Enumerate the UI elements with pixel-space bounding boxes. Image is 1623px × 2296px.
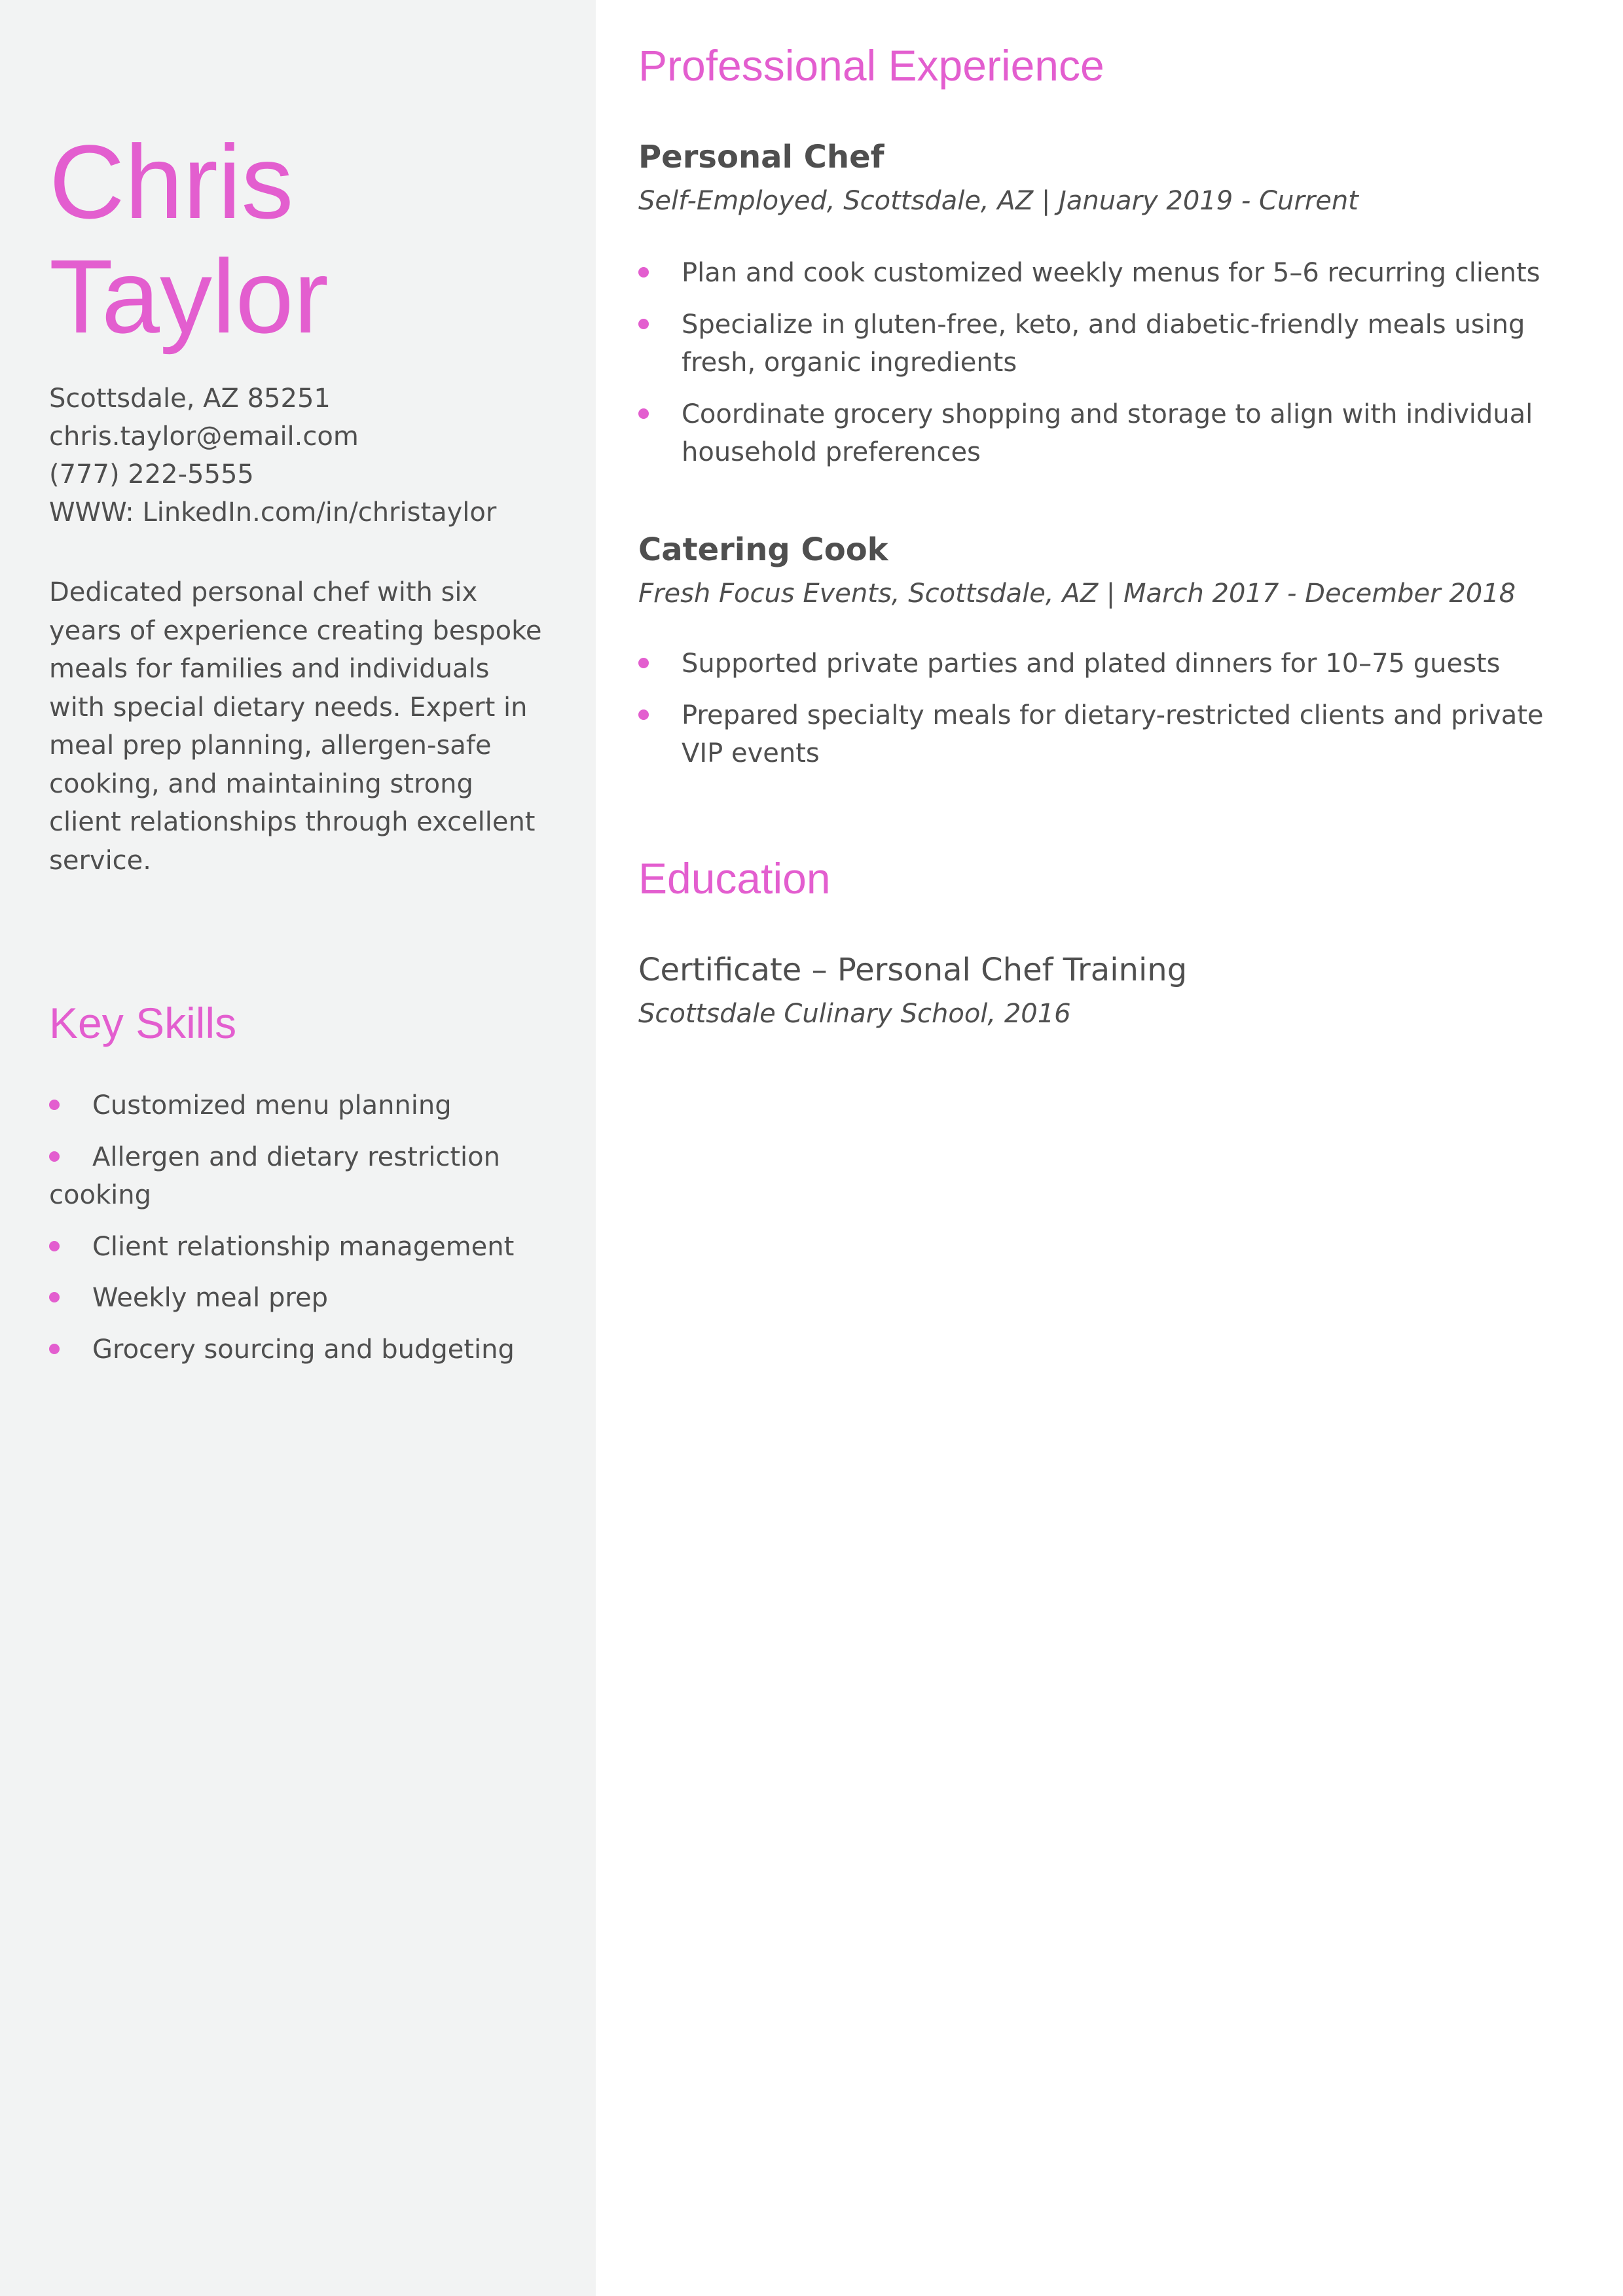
contact-website: WWW: LinkedIn.com/in/christaylor bbox=[49, 497, 497, 528]
job-bullet: Specialize in gluten-free, keto, and diabetic-friendly meals using fresh, organic ingredients bbox=[638, 306, 1581, 382]
bullet-dot-icon bbox=[638, 709, 649, 720]
skills-heading: Key Skills bbox=[49, 999, 237, 1047]
bullet-dot-icon bbox=[49, 1241, 60, 1251]
last-name: Taylor bbox=[49, 238, 329, 355]
bullet-dot-icon bbox=[638, 658, 649, 668]
bullet-dot-icon bbox=[49, 1151, 60, 1162]
experience-heading: Professional Experience bbox=[638, 41, 1104, 90]
bullet-dot-icon bbox=[638, 319, 649, 329]
bullet-dot-icon bbox=[49, 1100, 60, 1110]
bullet-dot-icon bbox=[49, 1344, 60, 1354]
skill-item: Allergen and dietary restriction cooking bbox=[49, 1141, 500, 1210]
education-heading: Education bbox=[638, 854, 831, 903]
skill-item: Weekly meal prep bbox=[49, 1279, 566, 1318]
job-bullet: Plan and cook customized weekly menus for 5–6 recurring clients bbox=[638, 254, 1581, 293]
bullet-dot-icon bbox=[638, 408, 649, 419]
bullet-dot-icon bbox=[638, 267, 649, 278]
contact-phone: (777) 222-5555 bbox=[49, 459, 254, 490]
contact-info bbox=[49, 380, 496, 531]
job-bullet: Coordinate grocery shopping and storage to align with individual household preferences bbox=[638, 395, 1581, 472]
candidate-name bbox=[49, 124, 329, 353]
skill-item: Grocery sourcing and budgeting bbox=[49, 1331, 566, 1369]
job-title: Personal Chef bbox=[638, 139, 884, 175]
job-bullets bbox=[638, 254, 1581, 485]
bullet-dot-icon bbox=[49, 1292, 60, 1302]
contact-email: chris.taylor@email.com bbox=[49, 422, 359, 452]
job-bullet: Prepared specialty meals for dietary-restricted clients and private VIP events bbox=[638, 696, 1581, 773]
skills-list bbox=[49, 1086, 566, 1382]
job-bullet: Supported private parties and plated dinners for 10–75 guests bbox=[638, 645, 1581, 683]
education-meta: Scottsdale Culinary School, 2016 bbox=[638, 999, 1071, 1029]
contact-location: Scottsdale, AZ 85251 bbox=[49, 384, 331, 414]
education-title: Certificate – Personal Chef Training bbox=[638, 952, 1188, 988]
skill-item: Customized menu planning bbox=[49, 1086, 566, 1125]
job-meta: Self-Employed, Scottsdale, AZ | January 2019 - Current bbox=[638, 186, 1359, 216]
skill-item: Client relationship management bbox=[49, 1228, 566, 1266]
profile-summary: Dedicated personal chef with six years of experience creating bespoke meals for families and individuals with special dietary needs. Expert in meal prep planning, allergen-safe cooking, and maintaining strong client relationships through excellent service. bbox=[49, 577, 542, 876]
job-title: Catering Cook bbox=[638, 531, 888, 568]
first-name: Chris bbox=[49, 123, 294, 240]
job-meta: Fresh Focus Events, Scottsdale, AZ | March 2017 - December 2018 bbox=[638, 579, 1516, 609]
job-bullets bbox=[638, 645, 1581, 786]
